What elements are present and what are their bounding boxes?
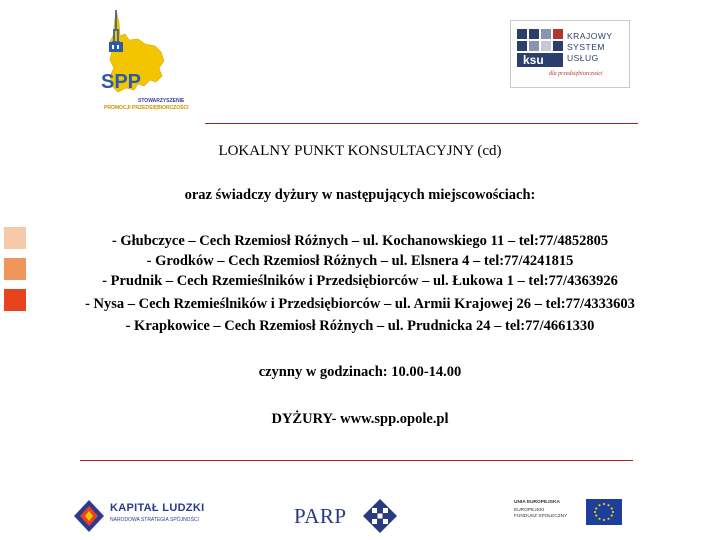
kapital-ludzki-name: KAPITAŁ LUDZKI — [110, 502, 205, 514]
top-divider — [205, 123, 638, 124]
location-item: - Głubczyce – Cech Rzemiosł Różnych – ul. Kochanowskiego 11 – tel:77/4852805 — [111, 233, 609, 249]
eu-line-1: UNIA EUROPEJSKA — [514, 500, 560, 505]
subtitle: oraz świadczy dyżury w następujących miejscowościach: — [184, 187, 536, 203]
parp-name: PARP — [294, 504, 347, 528]
ksu-line-1: KRAJOWY — [567, 31, 613, 41]
parp-logo — [292, 496, 404, 536]
eu-logo — [512, 496, 624, 530]
parp-emblem — [360, 498, 400, 534]
location-item: - Nysa – Cech Rzemieślników i Przedsiębiorców – ul. Armii Krajowej 26 – tel:77/4333603 — [85, 296, 635, 312]
ksu-mark — [515, 27, 567, 77]
spp-caption-2: PROMOCJI PRZEDSIĘBIORCZOŚCI — [104, 105, 189, 111]
ksu-mark-text: ksu — [523, 53, 544, 67]
location-item: - Krapkowice – Cech Rzemiosł Różnych – ul. Prudnicka 24 – tel:77/4661330 — [125, 318, 595, 334]
spp-logo — [98, 6, 198, 114]
eu-line-3: FUNDUSZ SPOŁECZNY — [514, 514, 568, 519]
ksu-logo — [510, 20, 630, 88]
ksu-line-2: SYSTEM — [567, 42, 605, 52]
location-item: - Prudnik – Cech Rzemieślników i Przedsiębiorców – ul. Łukowa 1 – tel:77/4363926 — [102, 273, 618, 289]
kapital-ludzki-logo — [72, 496, 222, 536]
duty-website: DYŻURY- www.spp.opole.pl — [271, 411, 449, 427]
spp-caption-1: STOWARZYSZENIE — [138, 98, 185, 104]
spp-logo-text: SPP — [101, 71, 142, 93]
kapital-ludzki-emblem — [72, 498, 106, 534]
opening-hours: czynny w godzinach: 10.00-14.00 — [258, 364, 462, 380]
location-item: - Grodków – Cech Rzemiosł Różnych – ul. Elsnera 4 – tel:77/4241815 — [146, 253, 574, 269]
ksu-tagline: dla przedsiębiorczości — [549, 71, 603, 77]
eu-line-2: EUROPEJSKI — [514, 508, 545, 513]
page-title: LOKALNY PUNKT KONSULTACYJNY (cd) — [218, 143, 502, 159]
eu-flag-icon — [586, 499, 622, 525]
ksu-line-3: USŁUG — [567, 53, 599, 63]
bottom-divider — [80, 460, 633, 461]
kapital-ludzki-subtitle: NARODOWA STRATEGIA SPÓJNOŚCI — [110, 517, 199, 523]
